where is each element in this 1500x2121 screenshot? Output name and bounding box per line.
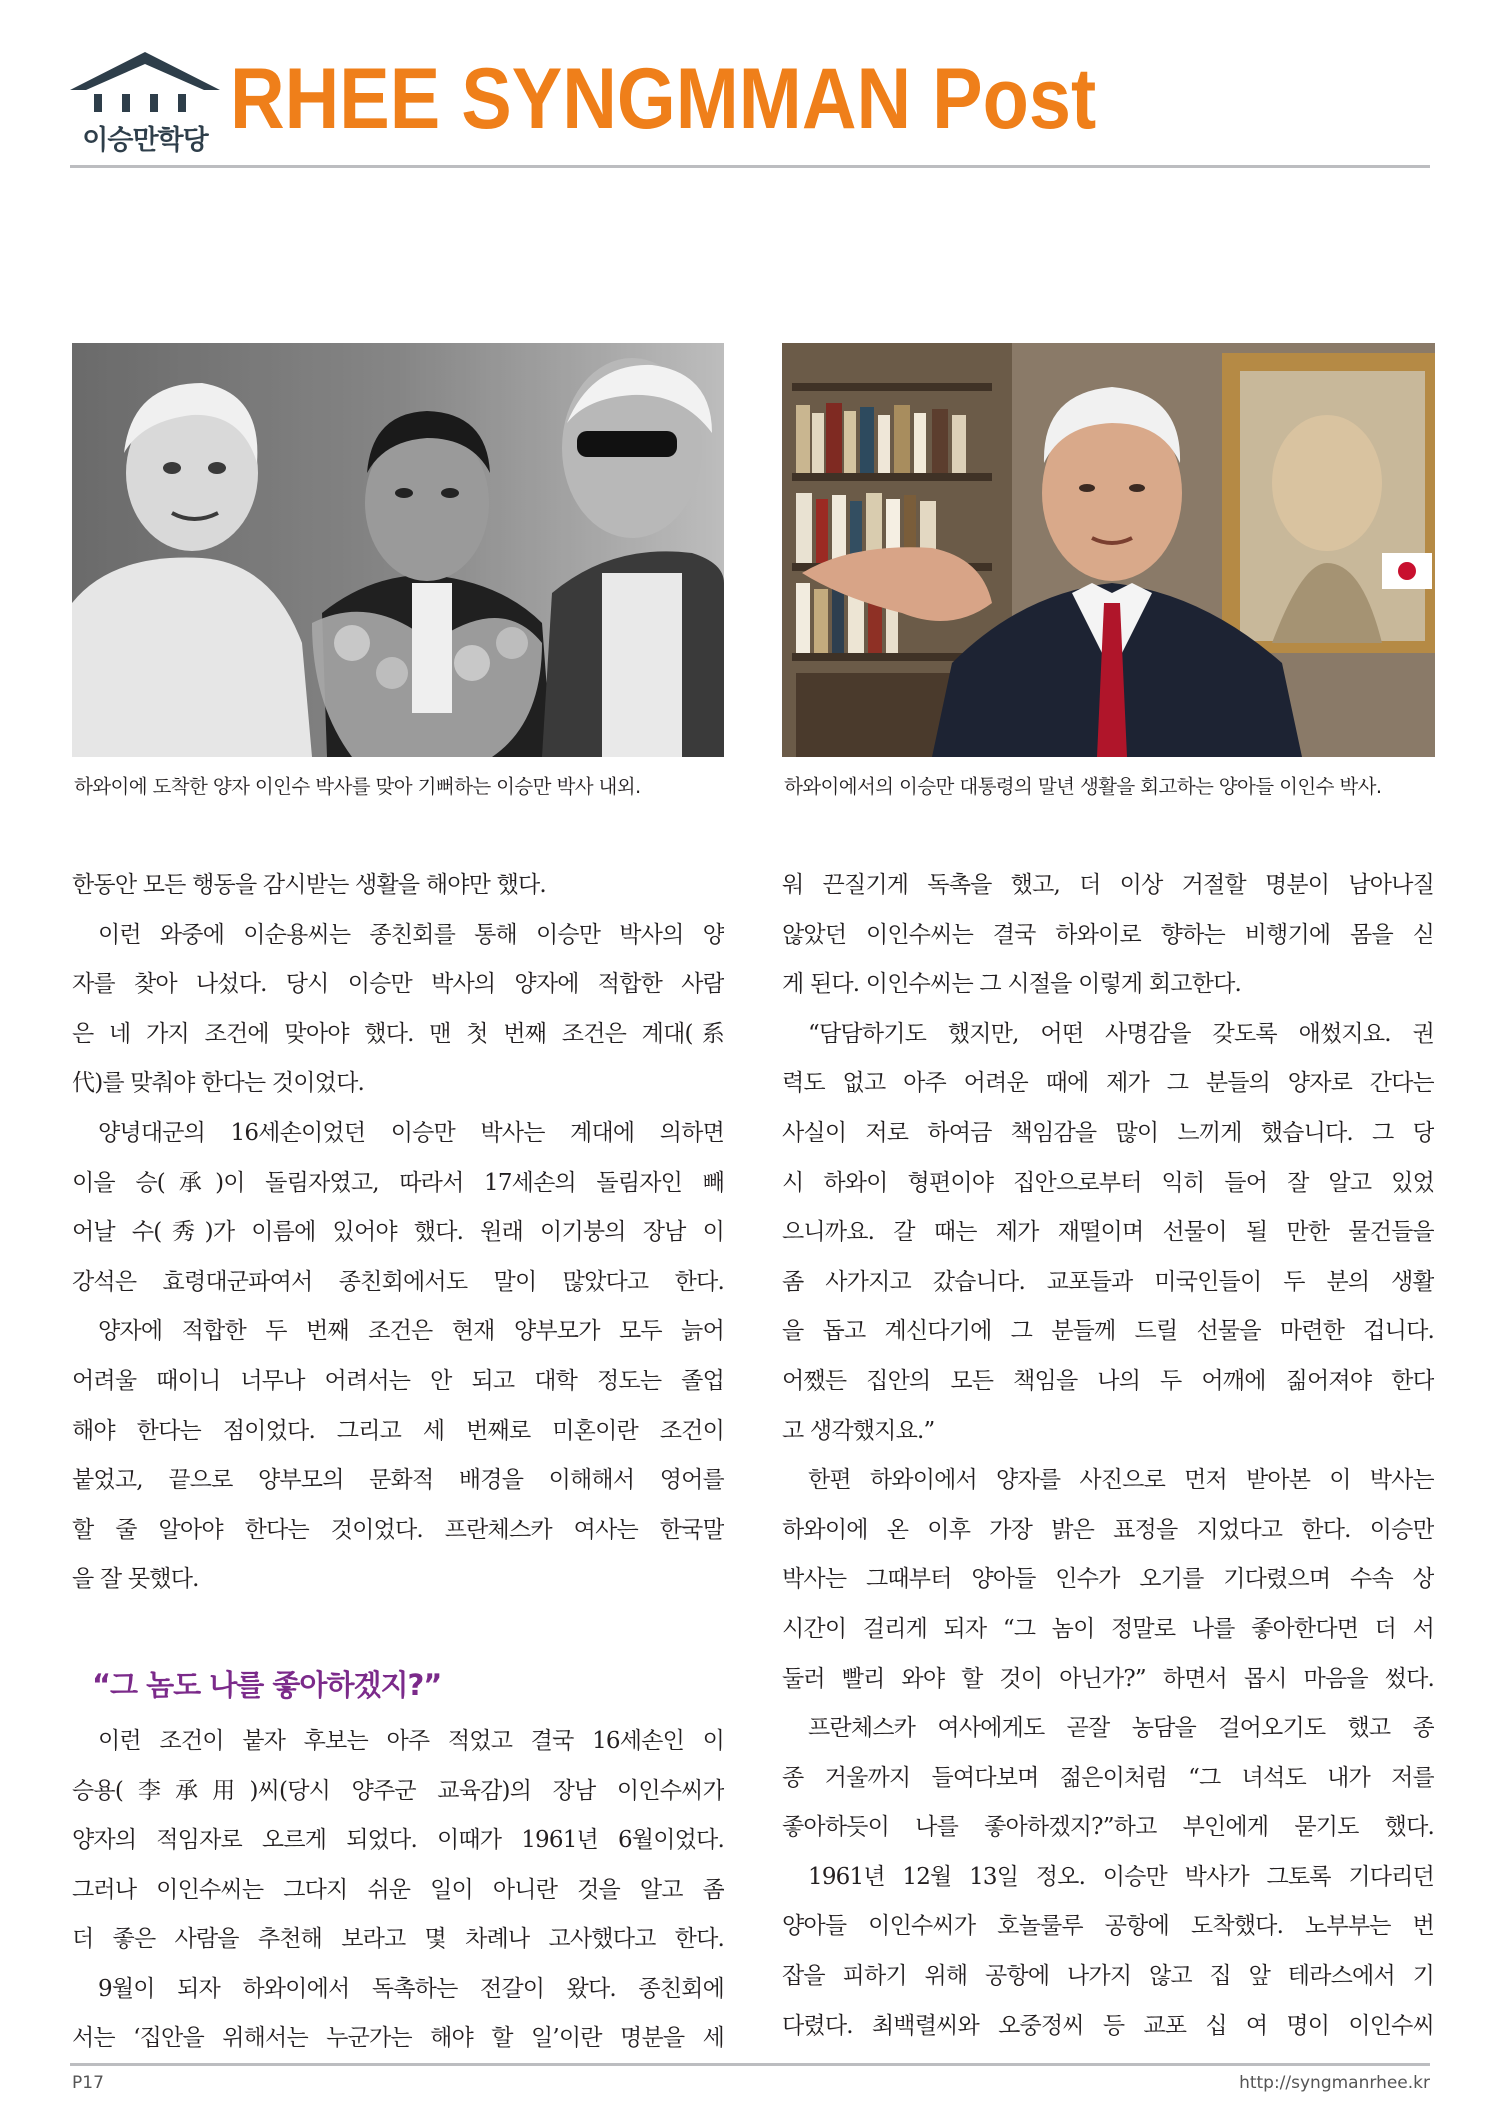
- body-line: 고 생각했지요.”: [782, 1417, 935, 1444]
- body-line: 사실이 저로 하여금 책임감을 많이 느끼게 했습니다. 그 당: [782, 1119, 1434, 1146]
- body-line: 9월이 되자 하와이에서 독촉하는 전갈이 왔다. 종친회에: [98, 1975, 724, 2002]
- body-line: 않았던 이인수씨는 결국 하와이로 향하는 비행기에 몸을 싣: [782, 921, 1434, 948]
- photo-hawaii-arrival: [72, 343, 724, 757]
- body-line: 이런 와중에 이순용씨는 종친회를 통해 이승만 박사의 양: [98, 921, 724, 948]
- body-line: 으니까요. 갈 때는 제가 재떨이며 선물이 될 만한 물건들을: [782, 1219, 1434, 1246]
- body-line: 양자의 적임자로 오르게 되었다. 이때가 1961년 6월이었다.: [72, 1827, 724, 1854]
- body-line: 더 좋은 사람을 추천해 보라고 몇 차례나 고사했다고 한다.: [72, 1926, 724, 1953]
- body-line: 양녕대군의 16세손이었던 이승만 박사는 계대에 의하면: [98, 1119, 724, 1146]
- page-number: P17: [72, 2073, 104, 2093]
- body-line: 붙었고, 끝으로 양부모의 문화적 배경을 이해해서 영어를: [72, 1467, 724, 1494]
- body-line: 하와이에 온 이후 가장 밝은 표정을 지었다고 한다. 이승만: [782, 1516, 1434, 1543]
- body-line: 좀 사가지고 갔습니다. 교포들과 미국인들이 두 분의 생활: [782, 1268, 1434, 1295]
- body-line: 게 된다. 이인수씨는 그 시절을 이렇게 회고한다.: [782, 971, 1242, 998]
- body-line: 양아들 이인수씨가 호놀룰루 공항에 도착했다. 노부부는 번: [782, 1913, 1434, 1940]
- body-line: 어날 수(秀)가 이름에 있어야 했다. 원래 이기붕의 장남 이: [72, 1219, 724, 1246]
- body-line: 한동안 모든 행동을 감시받는 생활을 해야만 했다.: [72, 872, 546, 898]
- body-line: “담담하기도 했지만, 어떤 사명감을 갖도록 애썼지요. 권: [808, 1020, 1434, 1047]
- body-line: 다렸다. 최백렬씨와 오중정씨 등 교포 십 여 명이 이인수씨: [782, 2012, 1434, 2039]
- body-line: 이을 승(承)이 돌림자였고, 따라서 17세손의 돌림자인 빼: [72, 1169, 724, 1196]
- body-line: 을 돕고 계신다기에 그 분들께 드릴 선물을 마련한 겁니다.: [782, 1318, 1434, 1345]
- body-line: 자를 찾아 나섰다. 당시 이승만 박사의 양자에 적합한 사람: [72, 971, 724, 998]
- body-line: 력도 없고 아주 어려운 때에 제가 그 분들의 양자로 간다는: [782, 1070, 1434, 1097]
- photo-interview: [782, 343, 1435, 757]
- body-line: 서는 ‘집안을 위해서는 누군가는 해야 할 일’이란 명분을 세: [72, 2025, 724, 2052]
- body-line: 그러나 이인수씨는 그다지 쉬운 일이 아니란 것을 알고 좀: [72, 1876, 724, 1903]
- house-logo-icon: [70, 48, 220, 120]
- header-divider: [70, 165, 1430, 168]
- body-line: 은 네 가지 조건에 맞아야 했다. 맨 첫 번째 조건은 계대(系: [72, 1020, 724, 1047]
- body-line: 代)를 맞춰야 한다는 것이었다.: [72, 1070, 365, 1097]
- photo-caption-left: 하와이에 도착한 양자 이인수 박사를 맞아 기뻐하는 이승만 박사 내외.: [74, 775, 641, 798]
- site-url-link[interactable]: http://syngmanrhee.kr: [1239, 2073, 1430, 2093]
- body-line: 시간이 걸리게 되자 “그 놈이 정말로 나를 좋아한다면 더 서: [782, 1615, 1434, 1642]
- article-column-right: [782, 865, 1434, 2055]
- body-line: 어려울 때이니 너무나 어려서는 안 되고 대학 정도는 졸업: [72, 1367, 724, 1394]
- logo-text: 이승만학당: [82, 125, 208, 156]
- body-line: 양자에 적합한 두 번째 조건은 현재 양부모가 모두 늙어: [98, 1318, 724, 1345]
- photo-caption-right: 하와이에서의 이승만 대통령의 말년 생활을 회고하는 양아들 이인수 박사.: [784, 775, 1382, 798]
- body-line: 이런 조건이 붙자 후보는 아주 적었고 결국 16세손인 이: [98, 1727, 724, 1754]
- body-line: 승용(李承用)씨(당시 양주군 교육감)의 장남 이인수씨가: [72, 1777, 724, 1804]
- body-line: 어쨌든 집안의 모든 책임을 나의 두 어깨에 짊어져야 한다: [782, 1367, 1434, 1394]
- school-logo: [70, 48, 220, 158]
- body-line: 프란체스카 여사에게도 곧잘 농담을 걸어오기도 했고 종: [808, 1715, 1434, 1742]
- body-line: 잡을 피하기 위해 공항에 나가지 않고 집 앞 테라스에서 기: [782, 1963, 1434, 1990]
- section-subheading: “그 놈도 나를 좋아하겠지?”: [92, 1667, 442, 1702]
- body-line: 한편 하와이에서 양자를 사진으로 먼저 받아본 이 박사는: [808, 1467, 1434, 1494]
- body-line: 박사는 그때부터 양아들 인수가 오기를 기다렸으며 수속 상: [782, 1566, 1434, 1593]
- body-line: 좋아하듯이 나를 좋아하겠지?”하고 부인에게 묻기도 했다.: [782, 1814, 1434, 1841]
- body-line: 시 하와이 형편이야 집안으로부터 익히 들어 잘 알고 있었: [782, 1169, 1434, 1196]
- body-line: 워 끈질기게 독촉을 했고, 더 이상 거절할 명분이 남아나질: [782, 872, 1434, 898]
- body-line: 할 줄 알아야 한다는 것이었다. 프란체스카 여사는 한국말: [72, 1516, 724, 1543]
- article-column-left: [72, 865, 724, 2068]
- body-line: 1961년 12월 13일 정오. 이승만 박사가 그토록 기다리던: [808, 1863, 1434, 1890]
- body-line: 종 거울까지 들여다보며 젊은이처럼 “그 녀석도 내가 저를: [782, 1764, 1434, 1791]
- footer-divider: [70, 2063, 1430, 2066]
- body-line: 해야 한다는 점이었다. 그리고 세 번째로 미혼이란 조건이: [72, 1417, 724, 1444]
- body-line: 을 잘 못했다.: [72, 1566, 199, 1593]
- masthead-title: RHEE SYNGMMAN Post: [230, 51, 1097, 147]
- page-header: [70, 48, 1430, 166]
- body-line: 둘러 빨리 와야 할 것이 아닌가?” 하면서 몹시 마음을 썼다.: [782, 1665, 1434, 1692]
- body-line: 강석은 효령대군파여서 종친회에서도 말이 많았다고 한다.: [72, 1268, 724, 1295]
